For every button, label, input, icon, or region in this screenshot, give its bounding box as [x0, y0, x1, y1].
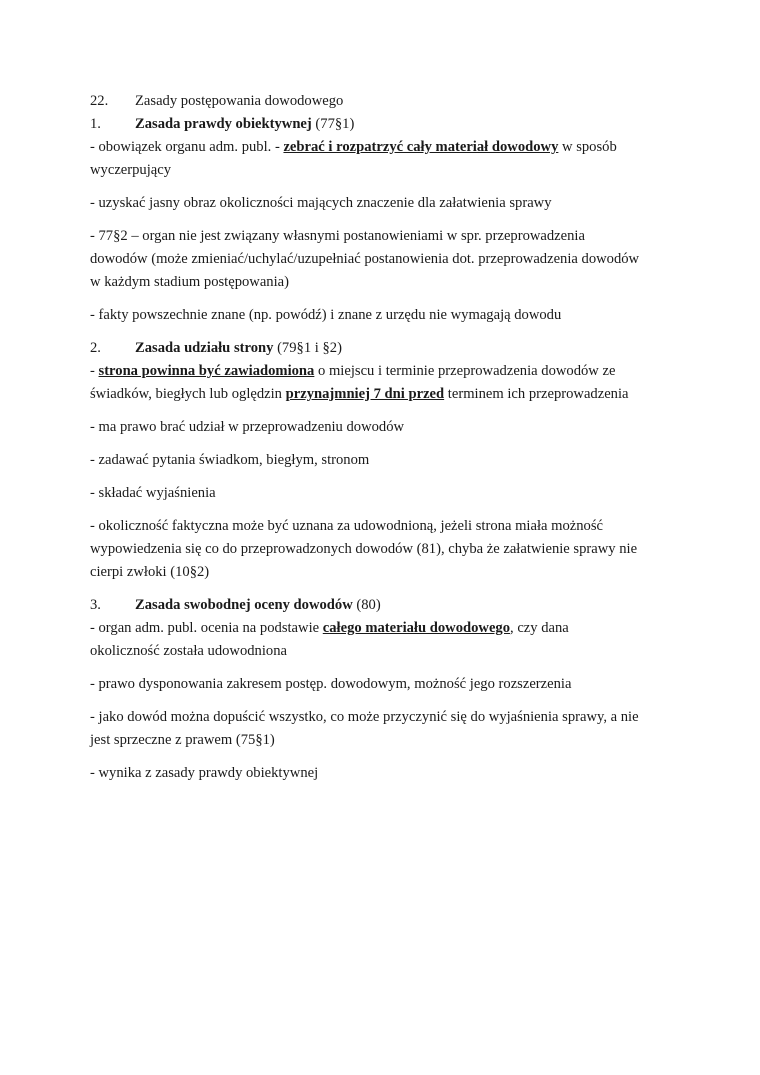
emphasis-collect-evidence: zebrać i rozpatrzyć cały materiał dowodowy	[283, 139, 559, 155]
section-1-paragraph-2: - uzyskać jasny obraz okoliczności mających znaczenie dla załatwienia sprawy	[90, 195, 552, 211]
section-1-title	[90, 113, 680, 136]
section-2-paragraph-4: - składać wyjaśnienia	[90, 485, 216, 501]
section-3-number: 3.	[90, 597, 101, 613]
section-3-title	[90, 594, 680, 617]
heading-number: 22.	[90, 93, 109, 109]
document-heading	[90, 90, 680, 113]
section-1-number: 1.	[90, 116, 101, 132]
section-3-paragraph-4: - wynika z zasady prawdy obiektywnej	[90, 765, 319, 781]
emphasis-seven-days: przynajmniej 7 dni przed	[285, 386, 445, 402]
section-3-ref: (80)	[352, 597, 381, 613]
section-2-number: 2.	[90, 340, 101, 356]
section-1-name: Zasada prawdy obiektywnej	[135, 116, 312, 132]
section-2-paragraph-1: - strona powinna być zawiadomiona o miejscu i terminie przeprowadzenia dowodów ze świadków, biegłych lub oględzin przynajmniej 7 dni przed terminem ich przeprowadzenia	[90, 363, 629, 402]
section-2-paragraph-3: - zadawać pytania świadkom, biegłym, stronom	[90, 452, 370, 468]
section-1-paragraph-4: - fakty powszechnie znane (np. powódź) i znane z urzędu nie wymagają dowodu	[90, 307, 562, 323]
section-2-paragraph-5: - okoliczność faktyczna może być uznana za udowodnioną, jeżeli strona miała możność wypowiedzenia się co do przeprowadzonych dowodów (81), chyba że załatwienie sprawy nie cierpi zwłoki (10§2)	[90, 518, 638, 580]
section-3-paragraph-1: - organ adm. publ. ocenia na podstawie całego materiału dowodowego, czy dana okoliczność została udowodniona	[90, 620, 569, 659]
section-1-paragraph-3: - 77§2 – organ nie jest związany własnymi postanowieniami w spr. przeprowadzenia dowodów (może zmieniać/uchylać/uzupełniać postanowienia dot. przeprowadzenia dowodów w każdym stadium postępowania)	[90, 228, 640, 290]
section-1-ref: (77§1)	[311, 116, 355, 132]
section-2-ref: (79§1 i §2)	[273, 340, 342, 356]
section-1-paragraph-1: - obowiązek organu adm. publ. - zebrać i rozpatrzyć cały materiał dowodowy w sposób wyczerpujący	[90, 139, 617, 178]
document-page	[90, 90, 680, 785]
section-2-title	[90, 337, 680, 360]
section-3-name: Zasada swobodnej oceny dowodów	[135, 597, 353, 613]
emphasis-whole-evidence: całego materiału dowodowego	[322, 620, 511, 636]
section-3-paragraph-3: - jako dowód można dopuścić wszystko, co może przyczynić się do wyjaśnienia sprawy, a nie jest sprzeczne z prawem (75§1)	[90, 709, 639, 748]
section-2-name: Zasada udziału strony	[135, 340, 274, 356]
section-2-paragraph-2: - ma prawo brać udział w przeprowadzeniu dowodów	[90, 419, 405, 435]
heading-title: Zasady postępowania dowodowego	[135, 93, 344, 109]
emphasis-party-notified: strona powinna być zawiadomiona	[98, 363, 315, 379]
section-3-paragraph-2: - prawo dysponowania zakresem postęp. dowodowym, możność jego rozszerzenia	[90, 676, 572, 692]
